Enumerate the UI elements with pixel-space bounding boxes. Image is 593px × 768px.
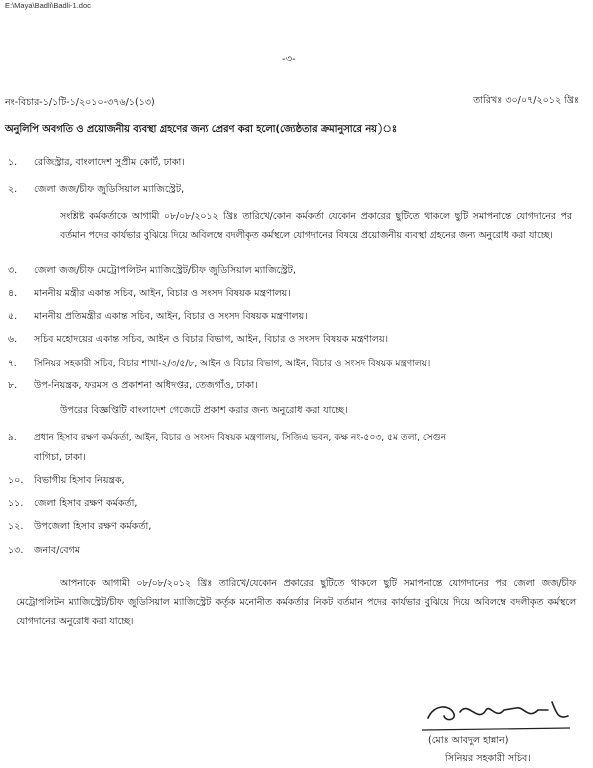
signer-name: (মোঃ আবদুল হান্নান) bbox=[428, 735, 509, 746]
list-item-text: জেলা হিসাব রক্ষণ কর্মকর্তা, bbox=[34, 498, 138, 509]
item2-note: সংশ্লিষ্ট কর্মকর্তাকে আগামী ০৮/০৮/২০১২ খ্রিঃ তারিখে/কোন কর্মকর্তা যেকোন প্রকারের ছুটিতে থাকলে ছুটি সমাপনান্তে যোগদানের পর বর্তমান পদের কার্যভার বুঝিয়ে দিয়ে অবিলম্বে বদলীকৃত কর্মস্থলে যোগদানের বিষয়ে প্রয়োজনীয় ব্যবস্থা গ্রহনের জন্য অনুরোধ করা যাচ্ছে। bbox=[60, 211, 572, 241]
list-item-number: ৮. bbox=[8, 380, 18, 391]
list-item bbox=[8, 356, 430, 371]
item9-continuation: বাগিচা, ঢাকা। bbox=[34, 452, 86, 463]
list-item-text: সচিব মহোদয়ের একান্ত সচিব, আইন ও বিচার বিভাগ, আইন, বিচার ও সংসদ বিষয়ক মন্ত্রণালয়। bbox=[34, 334, 388, 345]
list-item-text: প্রধান হিসাব রক্ষণ কর্মকর্তা, আইন, বিচার ও সংসদ বিষয়ক মন্ত্রণালয়, সিজিএ ভবন, কক্ষ নং-৫০৩, ৫ম তলা, সেগুন bbox=[34, 433, 447, 443]
list-item-text: সিনিয়র সহকারী সচিব, বিচার শাখা-২/৩/৫/৮, আইন ও বিচার বিভাগ, আইন, বিচার ও সংসদ বিষয়ক মন্ত্রণালয়। bbox=[34, 359, 431, 369]
list-item-number: ১১. bbox=[8, 498, 24, 509]
item8-note: উপরের বিজ্ঞপ্তিটি বাংলাদেশ গেজেটে প্রকাশ করার জন্য অনুরোধ করা যাচ্ছে। bbox=[60, 405, 348, 416]
memo-date: তারিখঃ ৩০/০৭/২০১২ খ্রিঃ bbox=[473, 95, 579, 106]
list-item bbox=[8, 379, 258, 394]
signature-image bbox=[420, 690, 580, 734]
list-item-text: জেলা জজ/চীফ জুডিসিয়াল ম্যাজিস্ট্রেট, bbox=[34, 184, 185, 195]
list-item bbox=[8, 287, 291, 302]
list-item bbox=[8, 497, 137, 512]
list-item-number: ১০. bbox=[8, 475, 24, 486]
list-item-number: ১৩. bbox=[8, 545, 24, 556]
list-item-number: ১. bbox=[8, 157, 18, 168]
list-item-text: রেজিস্ট্রার, বাংলাদেশ সুপ্রীম কোর্ট, ঢাকা। bbox=[34, 157, 185, 168]
memo-reference: নং-বিচার-১/১টি-১/২০১০-৩৭৬/১(১৩) bbox=[5, 97, 155, 108]
list-item-number: ৩. bbox=[8, 265, 18, 276]
list-item-text: উপজেলা হিসাব রক্ষণ কর্মকর্তা, bbox=[34, 521, 152, 532]
signer-designation: সিনিয়র সহকারী সচিব। bbox=[445, 753, 531, 764]
page-number: -৩- bbox=[282, 54, 296, 65]
closing-paragraph: আপনাকে আগামী ০৮/০৮/২০১২ খ্রিঃ তারিখে/যেকোন প্রকারের ছুটিতে থাকলে ছুটি সমাপনান্তে যোগদানের পর জেলা জজ/চীফ মেট্রোপলিটন ম্যাজিস্ট্রেট/চীফ জুডিসিয়াল ম্যাজিস্ট্রেট কর্তৃক মনোনীত কর্মকর্তার নিকট বর্তমান পদের কার্যভার বুঝিয়ে দিয়ে অবিলম্বে বদলীকৃত কর্মস্থলে যোগদানের অনুরোধ করা যাচ্ছে। bbox=[16, 578, 576, 627]
list-item bbox=[8, 183, 184, 198]
list-item bbox=[8, 310, 308, 325]
list-item-text: মাননীয় প্রতিমন্ত্রীর একান্ত সচিব, আইন, বিচার ও সংসদ বিষয়ক মন্ত্রণালয়। bbox=[34, 311, 308, 322]
list-item-number: ১২. bbox=[8, 521, 24, 532]
file-path-header: E:\Maya\Badli\Badli-1.doc bbox=[5, 1, 91, 10]
list-item-text: জনাব/বেগম bbox=[34, 545, 81, 556]
list-item bbox=[8, 430, 446, 445]
list-item-text: বিভাগীয় হিসাব নিয়ন্ত্রক, bbox=[34, 475, 125, 486]
list-item-text: উপ-নিয়ন্ত্রক, ফরমস ও প্রকাশনা অধিদপ্তর, তেজগাঁও, ঢাকা। bbox=[34, 380, 258, 391]
list-item bbox=[8, 474, 125, 489]
copy-to-heading: অনুলিপি অবগতি ও প্রয়োজনীয় ব্যবস্থা গ্রহণের জন্য প্রেরণ করা হলো(জ্যেষ্ঠতার ক্রমানুসারে নয়)ঃ bbox=[5, 124, 397, 135]
list-item-number: ৫. bbox=[8, 311, 18, 322]
list-item-number: ৯. bbox=[8, 433, 17, 443]
list-item-number: ৪. bbox=[8, 288, 18, 299]
list-item bbox=[8, 264, 296, 279]
list-item-number: ৭. bbox=[8, 359, 17, 369]
list-item-number: ২. bbox=[8, 184, 18, 195]
list-item bbox=[8, 156, 185, 171]
list-item-text: জেলা জজ/চীফ মেট্রোপলিটন ম্যাজিস্ট্রেট/চীফ জুডিসিয়াল ম্যাজিস্ট্রেট, bbox=[34, 265, 296, 276]
list-item-text: মাননীয় মন্ত্রীর একান্ত সচিব, আইন, বিচার ও সংসদ বিষয়ক মন্ত্রণালয়। bbox=[34, 288, 291, 299]
list-item bbox=[8, 544, 80, 559]
list-item bbox=[8, 520, 151, 535]
list-item-number: ৬. bbox=[8, 334, 18, 345]
list-item bbox=[8, 333, 388, 348]
